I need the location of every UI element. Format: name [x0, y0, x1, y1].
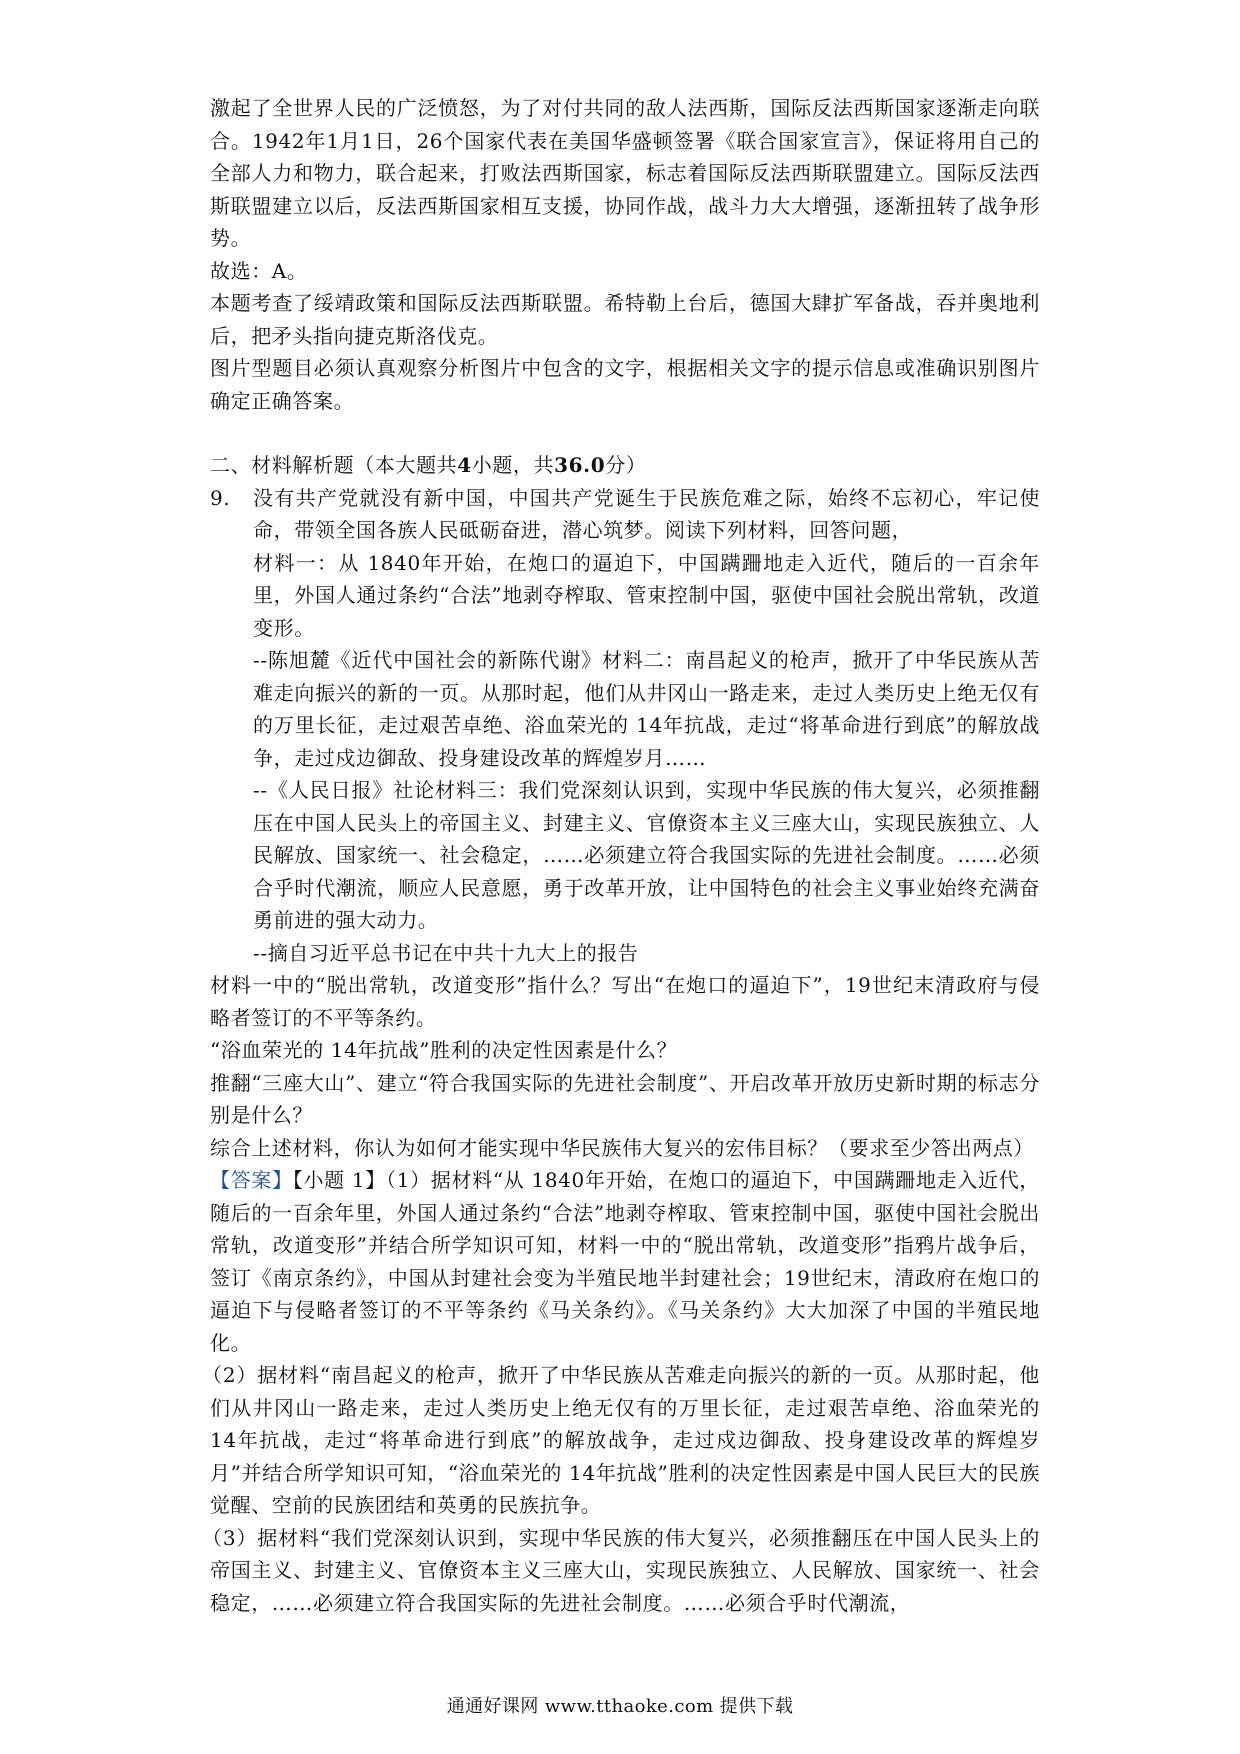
section-heading-pre: 二、材料解析题（本大题共 [210, 453, 458, 477]
choice-line: 故选：A。 [210, 258, 308, 283]
section-heading [210, 449, 1040, 482]
total-score: 36.0 [554, 453, 606, 477]
section-heading-post: 分） [605, 453, 647, 477]
intro-paragraph-1: 激起了全世界人民的广泛愤怒，为了对付共同的敌人法西斯，国际反法西斯国家逐渐走向联合。1942年1月1日，26个国家代表在美国华盛顿签署《联合国家宣言》，保证将用自己的全部人力和物力，联合起来，打败法西斯国家，标志着国际反法西斯联盟建立。国际反法西斯联盟建立以后，反法西斯国家相互支援，协同作战，战斗力大大增强，逐渐扭转了战争形势。 [210, 96, 1040, 250]
question-number: 9. [210, 485, 231, 510]
question-9 [210, 482, 1040, 970]
answer-part-2: （2）据材料“南昌起义的枪声，掀开了中华民族从苦难走向振兴的新的一页。从那时起，他们从井冈山一路走来，走过人类历史上绝无仅有的万里长征，走过艰苦卓绝、浴血荣光的 14年抗战，走过“将革命进行到底”的解放战争，走过戍边御敌、投身建设改革的辉煌岁月”并结合所学知识可知，“浴血荣光的 14年抗战”胜利的决定性因素是中国人民巨大的民族觉醒、空前的民族团结和英勇的民族抗争。 [202, 1363, 1040, 1517]
answer-part-1-text: （1）据材料“从 1840年开始，在炮口的逼迫下，中国蹒跚地走入近代，随后的一百余年里，外国人通过条约“合法”地剥夺榨取、管束控制中国，驱使中国社会脱出常轨，改道变形”并结合所学知识可知，材料一中的“脱出常轨，改道变形”指鸦片战争后，签订《南京条约》，中国从封建社会变为半殖民地半封建社会；19世纪末，清政府在炮口的逼迫下与侵略者签订的不平等条约《马关条约》。《马关条约》大大加深了中国的半殖民地化。 [210, 1168, 1040, 1355]
material-3-source: --摘自习近平总书记在中共十九大上的报告 [253, 940, 639, 965]
answer-part-1 [210, 1164, 1040, 1359]
answer-tag: 【答案】 [210, 1168, 293, 1192]
answer-sub-tag: 【小题 1】 [292, 1168, 386, 1192]
question-stem: 没有共产党就没有新中国，中国共产党诞生于民族危难之际，始终不忘初心，牢记使命，带领全国各族人民砥砺奋进，潜心筑梦。阅读下列材料，回答问题， [253, 485, 1040, 542]
sub-question-2: “浴血荣光的 14年抗战”胜利的决定性因素是什么？ [210, 1038, 678, 1062]
material-1: 材料一：从 1840年开始，在炮口的逼迫下，中国蹒跚地走入近代，随后的一百余年里，外国人通过条约“合法”地剥夺榨取、管束控制中国，驱使中国社会脱出常轨，改道变形。 [253, 550, 1040, 640]
question-count: 4 [457, 453, 472, 477]
document-page [202, 92, 1040, 1619]
material-1-source-material-2: --陈旭麓《近代中国社会的新陈代谢》材料二：南昌起义的枪声，掀开了中华民族从苦难走向振兴的新的一页。从那时起，他们从井冈山一路走来，走过人类历史上绝无仅有的万里长征，走过艰苦卓绝、浴血荣光的 14年抗战，走过“将革命进行到底”的解放战争，走过戍边御敌、投身建设改革的辉煌岁月…… [253, 648, 1040, 770]
section-gap [210, 417, 1040, 449]
sub-question-1: 材料一中的“脱出常轨，改道变形”指什么？写出“在炮口的逼迫下”，19世纪末清政府与侵略者签订的不平等条约。 [210, 973, 1040, 1030]
question-body [253, 482, 1040, 970]
page-footer: 通通好课网 www.tthaoke.com 提供下载 [446, 1696, 794, 1717]
sub-question-3: 推翻“三座大山”、建立“符合我国实际的先进社会制度”、开启改革开放历史新时期的标志分别是什么？ [210, 1070, 1040, 1127]
material-2-source-material-3: --《人民日报》社论材料三：我们党深刻认识到，实现中华民族的伟大复兴，必须推翻压在中国人民头上的帝国主义、封建主义、官僚资本主义三座大山，实现民族独立、人民解放、国家统一、社会稳定，……必须建立符合我国实际的先进社会制度。……必须合乎时代潮流，顺应人民意愿，勇于改革开放，让中国特色的社会主义事业始终充满奋勇前进的强大动力。 [253, 778, 1040, 932]
answer-part-3: （3）据材料“我们党深刻认识到，实现中华民族的伟大复兴，必须推翻压在中国人民头上的帝国主义、封建主义、官僚资本主义三座大山，实现民族独立、人民解放、国家统一、社会稳定，……必须建立符合我国实际的先进社会制度。……必须合乎时代潮流， [202, 1525, 1040, 1615]
intro-paragraph-2: 本题考查了绥靖政策和国际反法西斯联盟。希特勒上台后，德国大肆扩军备战，吞并奥地利后，把矛头指向捷克斯洛伐克。 [210, 291, 1040, 348]
intro-paragraph-3: 图片型题目必须认真观察分析图片中包含的文字，根据相关文字的提示信息或准确识别图片确定正确答案。 [210, 356, 1040, 413]
section-heading-mid: 小题，共 [471, 453, 555, 477]
sub-question-4: 综合上述材料，你认为如何才能实现中华民族伟大复兴的宏伟目标？（要求至少答出两点） [210, 1135, 1034, 1160]
